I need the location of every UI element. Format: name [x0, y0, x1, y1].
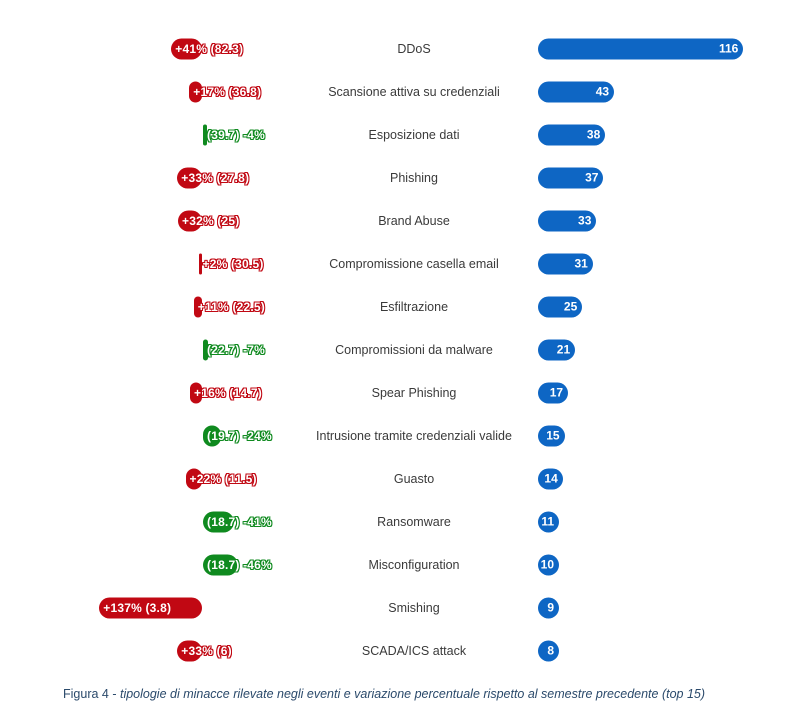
category-label: Esposizione dati — [368, 127, 460, 142]
events-zone — [538, 457, 789, 500]
chart-row — [0, 113, 789, 156]
events-zone — [538, 629, 789, 672]
category-label: Guasto — [393, 471, 435, 486]
caption-text: tipologie di minacce rilevate negli eventi e variazione percentuale rispetto al semestre precedente (top 15) — [119, 687, 706, 701]
change-zone — [0, 242, 290, 285]
change-zone — [0, 27, 290, 70]
events-bar — [538, 38, 743, 59]
chart-rows — [0, 27, 789, 672]
events-bar — [538, 640, 559, 661]
chart-row — [0, 414, 789, 457]
events-value-label: 8 — [547, 643, 554, 658]
events-zone — [538, 285, 789, 328]
change-zone — [0, 457, 290, 500]
change-label: +137% (3.8) — [103, 600, 172, 615]
change-zone — [0, 328, 290, 371]
change-zone — [0, 629, 290, 672]
events-value-label: 21 — [556, 342, 571, 357]
events-zone — [538, 414, 789, 457]
events-zone — [538, 242, 789, 285]
change-zone — [0, 285, 290, 328]
events-value-label: 37 — [585, 170, 599, 185]
change-zone — [0, 371, 290, 414]
events-bar — [538, 425, 565, 446]
change-zone — [0, 414, 290, 457]
chart-row — [0, 27, 789, 70]
category-label: Ransomware — [377, 514, 451, 529]
events-value-label: 10 — [540, 557, 554, 572]
events-value-label: 14 — [544, 471, 558, 486]
events-bar — [538, 339, 575, 360]
events-bar — [538, 167, 603, 188]
events-value-label: 31 — [574, 256, 588, 271]
events-zone — [538, 586, 789, 629]
change-label: (19.7) -24% — [207, 428, 272, 443]
change-label: (18.7) -46% — [207, 557, 272, 572]
change-zone — [0, 199, 290, 242]
chart-row — [0, 586, 789, 629]
events-zone — [538, 500, 789, 543]
change-label: +33% (27.8) — [181, 170, 250, 185]
chart-row — [0, 629, 789, 672]
events-value-label: 17 — [549, 385, 564, 400]
chart-row — [0, 543, 789, 586]
chart-row — [0, 500, 789, 543]
events-value-label: 15 — [546, 428, 560, 443]
change-zone — [0, 113, 290, 156]
change-label: (18.7) -41% — [207, 514, 272, 529]
change-label: +22% (11.5) — [189, 471, 257, 486]
category-label: Brand Abuse — [378, 213, 450, 228]
change-label: +41% (82.3) — [175, 41, 244, 56]
events-zone — [538, 113, 789, 156]
events-zone — [538, 199, 789, 242]
events-value-label: 33 — [578, 213, 592, 228]
events-bar — [538, 81, 614, 102]
change-label: (22.7) -7% — [207, 342, 266, 357]
events-zone — [538, 328, 789, 371]
change-zone — [0, 70, 290, 113]
events-value-label: 116 — [718, 41, 739, 56]
chart-row — [0, 457, 789, 500]
chart-row — [0, 242, 789, 285]
events-bar — [538, 124, 605, 145]
events-bar — [538, 210, 596, 231]
events-zone — [538, 156, 789, 199]
events-value-label: 25 — [563, 299, 578, 314]
chart-row — [0, 285, 789, 328]
category-label: Spear Phishing — [371, 385, 457, 400]
events-bar — [538, 597, 559, 618]
category-label: Smishing — [388, 600, 440, 615]
change-label: +16% (14.7) — [194, 385, 262, 400]
decrease-bar — [203, 124, 207, 145]
events-bar — [538, 554, 559, 575]
figure-caption — [63, 687, 763, 701]
events-value-label: 9 — [547, 600, 554, 615]
chart-row — [0, 199, 789, 242]
events-value-label: 11 — [541, 514, 554, 529]
category-label: Scansione attiva su credenziali — [328, 84, 500, 99]
chart-row — [0, 70, 789, 113]
category-label: Phishing — [390, 170, 438, 185]
change-label: +17% (36.8) — [193, 84, 262, 99]
events-value-label: 38 — [586, 127, 601, 142]
events-bar — [538, 511, 559, 532]
change-label: +33% (6) — [181, 643, 232, 658]
events-zone — [538, 27, 789, 70]
change-zone — [0, 586, 290, 629]
chart-row — [0, 156, 789, 199]
change-label: +11% (22.5) — [197, 299, 265, 314]
events-bar — [538, 468, 563, 489]
change-zone — [0, 156, 290, 199]
category-label: DDoS — [397, 41, 431, 56]
change-zone — [0, 500, 290, 543]
change-zone — [0, 543, 290, 586]
events-value-label: 43 — [595, 84, 610, 99]
category-label: Intrusione tramite credenziali valide — [316, 428, 512, 443]
change-label: +32% (25) — [182, 213, 240, 228]
category-label: SCADA/ICS attack — [361, 643, 467, 658]
events-bar — [538, 296, 582, 317]
category-label: Esfiltrazione — [379, 299, 449, 314]
events-bar — [538, 382, 568, 403]
events-zone — [538, 371, 789, 414]
caption-prefix: Figura 4 - — [63, 687, 120, 701]
increase-bar — [199, 253, 203, 274]
events-bar — [538, 253, 593, 274]
chart-row — [0, 371, 789, 414]
category-label: Misconfiguration — [368, 557, 460, 572]
change-label: (39.7) -4% — [207, 127, 266, 142]
change-label: +2% (30.5) — [202, 256, 264, 271]
events-zone — [538, 70, 789, 113]
category-label: Compromissioni da malware — [335, 342, 493, 357]
events-zone — [538, 543, 789, 586]
chart-row — [0, 328, 789, 371]
category-label: Compromissione casella email — [329, 256, 499, 271]
